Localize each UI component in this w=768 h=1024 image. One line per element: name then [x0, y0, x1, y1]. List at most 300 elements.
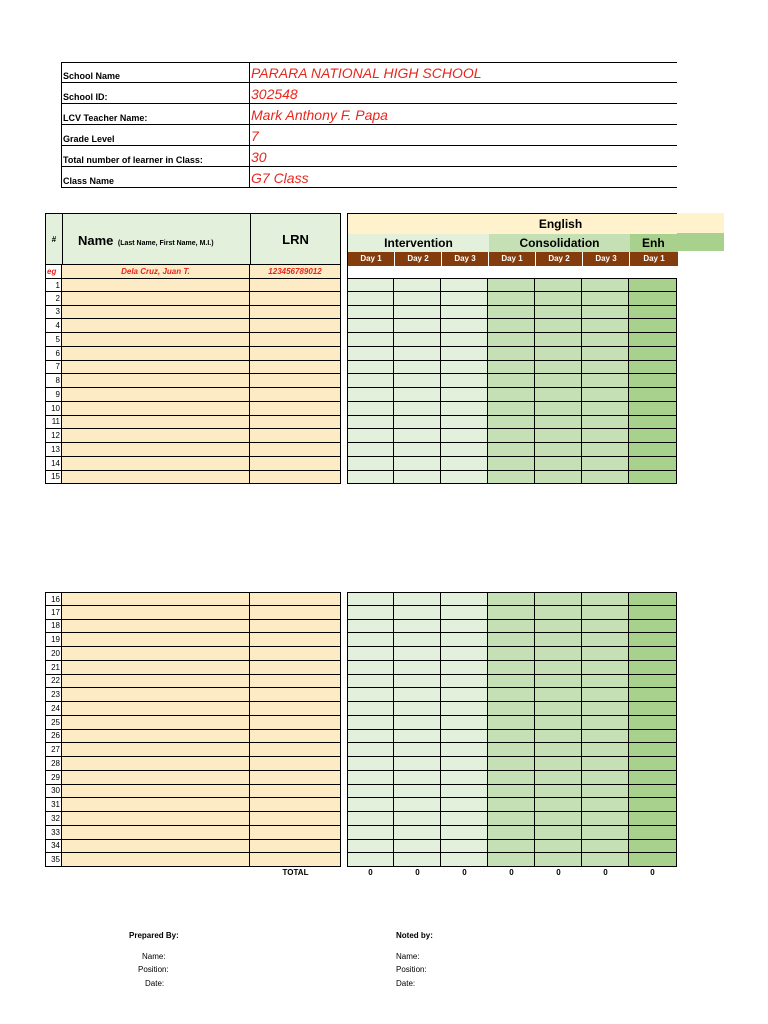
grade-cell[interactable]	[347, 592, 394, 606]
grade-cell[interactable]	[488, 278, 535, 292]
grade-cell[interactable]	[629, 771, 677, 785]
grade-cell[interactable]	[394, 798, 441, 812]
grade-cell[interactable]	[488, 688, 535, 702]
grade-cell[interactable]	[535, 319, 582, 333]
grade-cell[interactable]	[582, 661, 629, 675]
grade-cell[interactable]	[582, 374, 629, 388]
learner-lrn-cell[interactable]	[250, 730, 341, 743]
grade-cell[interactable]	[629, 730, 677, 743]
grade-cell[interactable]	[488, 333, 535, 347]
learner-name-cell[interactable]	[62, 757, 250, 771]
grade-cell[interactable]	[347, 457, 394, 471]
grade-cell[interactable]	[347, 716, 394, 730]
grade-cell[interactable]	[582, 402, 629, 416]
grade-cell[interactable]	[488, 361, 535, 374]
learner-lrn-cell[interactable]	[250, 826, 341, 840]
learner-name-cell[interactable]	[62, 292, 250, 306]
learner-name-cell[interactable]	[62, 620, 250, 633]
learner-name-cell[interactable]	[62, 702, 250, 716]
learner-lrn-cell[interactable]	[250, 716, 341, 730]
grade-cell[interactable]	[629, 826, 677, 840]
grade-cell[interactable]	[629, 402, 677, 416]
grade-cell[interactable]	[488, 812, 535, 826]
learner-name-cell[interactable]	[62, 374, 250, 388]
grade-cell[interactable]	[582, 688, 629, 702]
grade-cell[interactable]	[347, 757, 394, 771]
learner-name-cell[interactable]	[62, 457, 250, 471]
grade-cell[interactable]	[535, 592, 582, 606]
grade-cell[interactable]	[394, 374, 441, 388]
grade-cell[interactable]	[394, 771, 441, 785]
learner-name-cell[interactable]	[62, 388, 250, 402]
grade-cell[interactable]	[394, 757, 441, 771]
learner-name-cell[interactable]	[62, 675, 250, 688]
learner-lrn-cell[interactable]	[250, 702, 341, 716]
grade-cell[interactable]	[535, 743, 582, 757]
grade-cell[interactable]	[347, 306, 394, 319]
grade-cell[interactable]	[347, 812, 394, 826]
grade-cell[interactable]	[582, 333, 629, 347]
grade-cell[interactable]	[347, 675, 394, 688]
grade-cell[interactable]	[394, 306, 441, 319]
grade-cell[interactable]	[441, 840, 488, 853]
grade-cell[interactable]	[535, 716, 582, 730]
grade-cell[interactable]	[488, 347, 535, 361]
learner-name-cell[interactable]	[62, 661, 250, 675]
grade-cell[interactable]	[582, 675, 629, 688]
learner-lrn-cell[interactable]	[250, 798, 341, 812]
grade-cell[interactable]	[535, 457, 582, 471]
learner-name-cell[interactable]	[62, 716, 250, 730]
grade-cell[interactable]	[441, 333, 488, 347]
grade-cell[interactable]	[535, 402, 582, 416]
grade-cell[interactable]	[629, 757, 677, 771]
grade-cell[interactable]	[535, 388, 582, 402]
learner-lrn-cell[interactable]	[250, 471, 341, 484]
learner-name-cell[interactable]	[62, 812, 250, 826]
grade-cell[interactable]	[629, 661, 677, 675]
grade-cell[interactable]	[488, 633, 535, 647]
info-value[interactable]: 30	[251, 149, 267, 165]
grade-cell[interactable]	[347, 688, 394, 702]
learner-name-cell[interactable]	[62, 606, 250, 620]
learner-name-cell[interactable]	[62, 785, 250, 798]
grade-cell[interactable]	[347, 743, 394, 757]
grade-cell[interactable]	[582, 292, 629, 306]
grade-cell[interactable]	[582, 278, 629, 292]
grade-cell[interactable]	[488, 647, 535, 661]
grade-cell[interactable]	[347, 785, 394, 798]
grade-cell[interactable]	[629, 688, 677, 702]
learner-name-cell[interactable]	[62, 592, 250, 606]
grade-cell[interactable]	[347, 347, 394, 361]
grade-cell[interactable]	[394, 457, 441, 471]
grade-cell[interactable]	[394, 785, 441, 798]
grade-cell[interactable]	[629, 374, 677, 388]
grade-cell[interactable]	[347, 840, 394, 853]
grade-cell[interactable]	[394, 471, 441, 484]
grade-cell[interactable]	[441, 771, 488, 785]
grade-cell[interactable]	[488, 771, 535, 785]
learner-lrn-cell[interactable]	[250, 374, 341, 388]
grade-cell[interactable]	[582, 388, 629, 402]
grade-cell[interactable]	[535, 771, 582, 785]
grade-cell[interactable]	[441, 853, 488, 867]
grade-cell[interactable]	[394, 361, 441, 374]
grade-cell[interactable]	[629, 278, 677, 292]
grade-cell[interactable]	[488, 785, 535, 798]
grade-cell[interactable]	[347, 730, 394, 743]
grade-cell[interactable]	[535, 347, 582, 361]
grade-cell[interactable]	[629, 592, 677, 606]
learner-lrn-cell[interactable]	[250, 333, 341, 347]
grade-cell[interactable]	[535, 853, 582, 867]
grade-cell[interactable]	[629, 743, 677, 757]
grade-cell[interactable]	[347, 606, 394, 620]
grade-cell[interactable]	[394, 429, 441, 443]
learner-lrn-cell[interactable]	[250, 771, 341, 785]
grade-cell[interactable]	[347, 278, 394, 292]
grade-cell[interactable]	[347, 826, 394, 840]
learner-lrn-cell[interactable]	[250, 743, 341, 757]
grade-cell[interactable]	[347, 416, 394, 429]
learner-name-cell[interactable]	[62, 443, 250, 457]
grade-cell[interactable]	[441, 675, 488, 688]
grade-cell[interactable]	[441, 661, 488, 675]
grade-cell[interactable]	[629, 840, 677, 853]
grade-cell[interactable]	[535, 661, 582, 675]
grade-cell[interactable]	[582, 812, 629, 826]
learner-lrn-cell[interactable]	[250, 812, 341, 826]
grade-cell[interactable]	[441, 785, 488, 798]
grade-cell[interactable]	[394, 661, 441, 675]
grade-cell[interactable]	[347, 771, 394, 785]
grade-cell[interactable]	[394, 647, 441, 661]
grade-cell[interactable]	[394, 347, 441, 361]
grade-cell[interactable]	[629, 292, 677, 306]
grade-cell[interactable]	[582, 771, 629, 785]
grade-cell[interactable]	[441, 688, 488, 702]
grade-cell[interactable]	[488, 730, 535, 743]
learner-lrn-cell[interactable]	[250, 661, 341, 675]
grade-cell[interactable]	[488, 592, 535, 606]
grade-cell[interactable]	[535, 826, 582, 840]
learner-lrn-cell[interactable]	[250, 675, 341, 688]
grade-cell[interactable]	[347, 471, 394, 484]
learner-name-cell[interactable]	[62, 471, 250, 484]
grade-cell[interactable]	[488, 374, 535, 388]
grade-cell[interactable]	[629, 633, 677, 647]
grade-cell[interactable]	[441, 812, 488, 826]
learner-lrn-cell[interactable]	[250, 361, 341, 374]
grade-cell[interactable]	[629, 606, 677, 620]
grade-cell[interactable]	[488, 606, 535, 620]
grade-cell[interactable]	[582, 716, 629, 730]
grade-cell[interactable]	[441, 292, 488, 306]
grade-cell[interactable]	[582, 743, 629, 757]
learner-name-cell[interactable]	[62, 333, 250, 347]
learner-lrn-cell[interactable]	[250, 647, 341, 661]
grade-cell[interactable]	[488, 620, 535, 633]
grade-cell[interactable]	[535, 278, 582, 292]
learner-name-cell[interactable]	[62, 319, 250, 333]
learner-name-cell[interactable]	[62, 633, 250, 647]
grade-cell[interactable]	[629, 443, 677, 457]
grade-cell[interactable]	[394, 620, 441, 633]
learner-name-cell[interactable]	[62, 743, 250, 757]
grade-cell[interactable]	[347, 853, 394, 867]
grade-cell[interactable]	[347, 429, 394, 443]
grade-cell[interactable]	[535, 702, 582, 716]
grade-cell[interactable]	[582, 730, 629, 743]
grade-cell[interactable]	[488, 388, 535, 402]
learner-name-cell[interactable]	[62, 853, 250, 867]
grade-cell[interactable]	[441, 319, 488, 333]
grade-cell[interactable]	[582, 633, 629, 647]
grade-cell[interactable]	[394, 443, 441, 457]
grade-cell[interactable]	[582, 853, 629, 867]
grade-cell[interactable]	[582, 702, 629, 716]
grade-cell[interactable]	[582, 443, 629, 457]
grade-cell[interactable]	[582, 785, 629, 798]
learner-name-cell[interactable]	[62, 798, 250, 812]
learner-lrn-cell[interactable]	[250, 429, 341, 443]
learner-lrn-cell[interactable]	[250, 633, 341, 647]
grade-cell[interactable]	[441, 647, 488, 661]
grade-cell[interactable]	[629, 347, 677, 361]
grade-cell[interactable]	[347, 798, 394, 812]
learner-name-cell[interactable]	[62, 306, 250, 319]
grade-cell[interactable]	[629, 471, 677, 484]
grade-cell[interactable]	[535, 840, 582, 853]
grade-cell[interactable]	[394, 826, 441, 840]
grade-cell[interactable]	[488, 702, 535, 716]
grade-cell[interactable]	[394, 840, 441, 853]
grade-cell[interactable]	[582, 620, 629, 633]
grade-cell[interactable]	[582, 757, 629, 771]
grade-cell[interactable]	[441, 374, 488, 388]
grade-cell[interactable]	[488, 319, 535, 333]
grade-cell[interactable]	[394, 606, 441, 620]
learner-name-cell[interactable]	[62, 347, 250, 361]
grade-cell[interactable]	[441, 716, 488, 730]
grade-cell[interactable]	[629, 647, 677, 661]
learner-lrn-cell[interactable]	[250, 347, 341, 361]
grade-cell[interactable]	[347, 319, 394, 333]
learner-lrn-cell[interactable]	[250, 319, 341, 333]
grade-cell[interactable]	[582, 826, 629, 840]
grade-cell[interactable]	[582, 347, 629, 361]
learner-name-cell[interactable]	[62, 278, 250, 292]
grade-cell[interactable]	[582, 306, 629, 319]
grade-cell[interactable]	[488, 402, 535, 416]
grade-cell[interactable]	[629, 702, 677, 716]
grade-cell[interactable]	[394, 633, 441, 647]
grade-cell[interactable]	[441, 278, 488, 292]
learner-lrn-cell[interactable]	[250, 853, 341, 867]
grade-cell[interactable]	[582, 457, 629, 471]
grade-cell[interactable]	[582, 416, 629, 429]
grade-cell[interactable]	[394, 743, 441, 757]
grade-cell[interactable]	[535, 333, 582, 347]
grade-cell[interactable]	[347, 374, 394, 388]
grade-cell[interactable]	[488, 826, 535, 840]
grade-cell[interactable]	[347, 333, 394, 347]
grade-cell[interactable]	[582, 361, 629, 374]
grade-cell[interactable]	[441, 402, 488, 416]
grade-cell[interactable]	[347, 443, 394, 457]
grade-cell[interactable]	[394, 388, 441, 402]
grade-cell[interactable]	[629, 812, 677, 826]
grade-cell[interactable]	[394, 675, 441, 688]
grade-cell[interactable]	[488, 429, 535, 443]
grade-cell[interactable]	[394, 278, 441, 292]
grade-cell[interactable]	[535, 606, 582, 620]
grade-cell[interactable]	[629, 620, 677, 633]
learner-lrn-cell[interactable]	[250, 785, 341, 798]
grade-cell[interactable]	[535, 633, 582, 647]
learner-name-cell[interactable]	[62, 688, 250, 702]
learner-lrn-cell[interactable]	[250, 757, 341, 771]
grade-cell[interactable]	[629, 853, 677, 867]
grade-cell[interactable]	[441, 457, 488, 471]
grade-cell[interactable]	[441, 757, 488, 771]
learner-lrn-cell[interactable]	[250, 292, 341, 306]
grade-cell[interactable]	[535, 471, 582, 484]
grade-cell[interactable]	[394, 292, 441, 306]
grade-cell[interactable]	[441, 743, 488, 757]
grade-cell[interactable]	[629, 306, 677, 319]
grade-cell[interactable]	[488, 457, 535, 471]
info-value[interactable]: Mark Anthony F. Papa	[251, 107, 388, 123]
grade-cell[interactable]	[441, 471, 488, 484]
grade-cell[interactable]	[629, 785, 677, 798]
grade-cell[interactable]	[441, 606, 488, 620]
learner-lrn-cell[interactable]	[250, 443, 341, 457]
grade-cell[interactable]	[629, 429, 677, 443]
grade-cell[interactable]	[347, 402, 394, 416]
learner-name-cell[interactable]	[62, 416, 250, 429]
grade-cell[interactable]	[441, 361, 488, 374]
grade-cell[interactable]	[488, 798, 535, 812]
grade-cell[interactable]	[394, 730, 441, 743]
grade-cell[interactable]	[535, 443, 582, 457]
grade-cell[interactable]	[394, 592, 441, 606]
learner-lrn-cell[interactable]	[250, 388, 341, 402]
grade-cell[interactable]	[535, 675, 582, 688]
grade-cell[interactable]	[441, 443, 488, 457]
grade-cell[interactable]	[347, 702, 394, 716]
learner-lrn-cell[interactable]	[250, 606, 341, 620]
grade-cell[interactable]	[488, 416, 535, 429]
grade-cell[interactable]	[394, 853, 441, 867]
learner-lrn-cell[interactable]	[250, 402, 341, 416]
learner-lrn-cell[interactable]	[250, 457, 341, 471]
grade-cell[interactable]	[535, 812, 582, 826]
grade-cell[interactable]	[488, 840, 535, 853]
grade-cell[interactable]	[488, 716, 535, 730]
grade-cell[interactable]	[441, 592, 488, 606]
learner-name-cell[interactable]	[62, 730, 250, 743]
learner-lrn-cell[interactable]	[250, 416, 341, 429]
grade-cell[interactable]	[535, 306, 582, 319]
grade-cell[interactable]	[535, 785, 582, 798]
info-value[interactable]: 302548	[251, 86, 298, 102]
grade-cell[interactable]	[582, 592, 629, 606]
grade-cell[interactable]	[582, 840, 629, 853]
grade-cell[interactable]	[441, 633, 488, 647]
grade-cell[interactable]	[394, 333, 441, 347]
grade-cell[interactable]	[488, 471, 535, 484]
grade-cell[interactable]	[629, 416, 677, 429]
grade-cell[interactable]	[582, 647, 629, 661]
grade-cell[interactable]	[347, 633, 394, 647]
grade-cell[interactable]	[441, 620, 488, 633]
grade-cell[interactable]	[629, 716, 677, 730]
grade-cell[interactable]	[582, 471, 629, 484]
grade-cell[interactable]	[488, 743, 535, 757]
grade-cell[interactable]	[535, 647, 582, 661]
info-value[interactable]: PARARA NATIONAL HIGH SCHOOL	[251, 65, 482, 81]
grade-cell[interactable]	[582, 319, 629, 333]
grade-cell[interactable]	[488, 757, 535, 771]
grade-cell[interactable]	[535, 292, 582, 306]
info-value[interactable]: 7	[251, 128, 259, 144]
grade-cell[interactable]	[629, 457, 677, 471]
grade-cell[interactable]	[629, 675, 677, 688]
learner-lrn-cell[interactable]	[250, 278, 341, 292]
learner-lrn-cell[interactable]	[250, 592, 341, 606]
grade-cell[interactable]	[582, 798, 629, 812]
grade-cell[interactable]	[488, 853, 535, 867]
grade-cell[interactable]	[535, 688, 582, 702]
grade-cell[interactable]	[535, 361, 582, 374]
grade-cell[interactable]	[394, 688, 441, 702]
learner-lrn-cell[interactable]	[250, 306, 341, 319]
grade-cell[interactable]	[394, 402, 441, 416]
grade-cell[interactable]	[441, 429, 488, 443]
grade-cell[interactable]	[441, 347, 488, 361]
grade-cell[interactable]	[394, 319, 441, 333]
grade-cell[interactable]	[441, 306, 488, 319]
grade-cell[interactable]	[535, 429, 582, 443]
grade-cell[interactable]	[347, 620, 394, 633]
learner-name-cell[interactable]	[62, 429, 250, 443]
grade-cell[interactable]	[441, 730, 488, 743]
grade-cell[interactable]	[535, 416, 582, 429]
grade-cell[interactable]	[394, 702, 441, 716]
grade-cell[interactable]	[629, 319, 677, 333]
grade-cell[interactable]	[629, 798, 677, 812]
grade-cell[interactable]	[347, 292, 394, 306]
grade-cell[interactable]	[394, 716, 441, 730]
learner-name-cell[interactable]	[62, 771, 250, 785]
grade-cell[interactable]	[582, 606, 629, 620]
grade-cell[interactable]	[441, 416, 488, 429]
grade-cell[interactable]	[441, 388, 488, 402]
info-value[interactable]: G7 Class	[251, 170, 309, 186]
grade-cell[interactable]	[488, 661, 535, 675]
grade-cell[interactable]	[629, 388, 677, 402]
grade-cell[interactable]	[347, 361, 394, 374]
grade-cell[interactable]	[535, 374, 582, 388]
grade-cell[interactable]	[441, 826, 488, 840]
grade-cell[interactable]	[488, 675, 535, 688]
learner-name-cell[interactable]	[62, 840, 250, 853]
learner-lrn-cell[interactable]	[250, 688, 341, 702]
grade-cell[interactable]	[347, 661, 394, 675]
learner-lrn-cell[interactable]	[250, 620, 341, 633]
